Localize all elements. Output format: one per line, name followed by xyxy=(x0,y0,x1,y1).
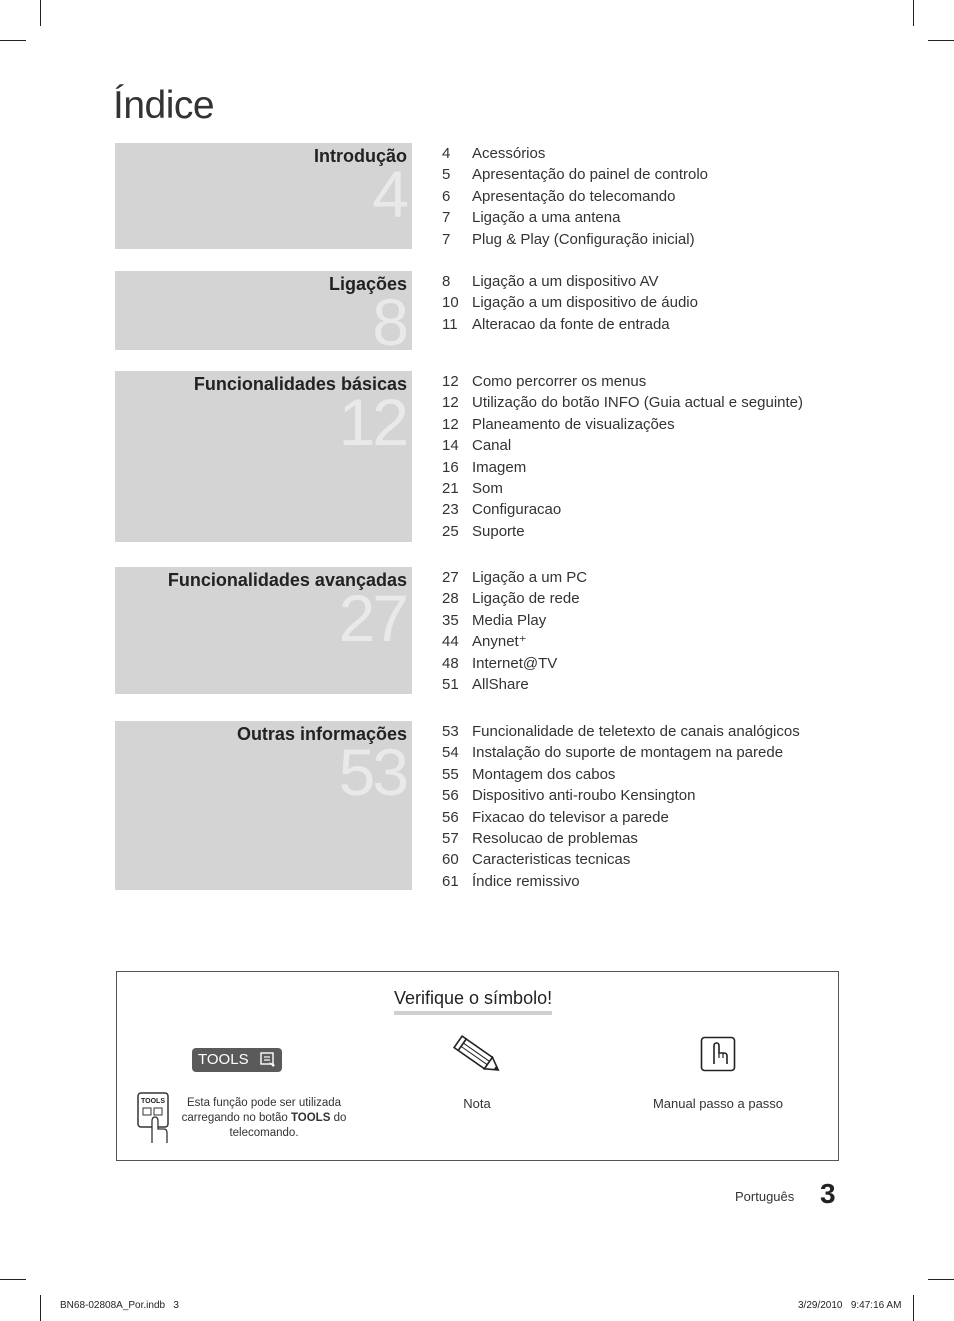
toc-page: 27 xyxy=(442,569,459,586)
page-title: Índice xyxy=(113,84,215,127)
section-number: 53 xyxy=(338,735,406,809)
toc-entry[interactable] xyxy=(442,588,587,609)
section-title: Introdução xyxy=(314,146,407,166)
toc-label: Anynet⁺ xyxy=(472,633,527,651)
tools-badge-label: TOOLS xyxy=(198,1051,249,1068)
toc-label: Imagem xyxy=(472,458,527,476)
hand-pointer-icon xyxy=(700,1036,736,1077)
toc-page: 7 xyxy=(442,209,451,227)
toc-label: Apresentação do painel de controlo xyxy=(472,166,709,184)
crop-mark xyxy=(928,40,954,41)
toc-list xyxy=(442,143,708,250)
section-number: 12 xyxy=(338,385,406,459)
symbol-legend-box xyxy=(116,971,839,1161)
manual-step-label: Manual passo a passo xyxy=(652,1096,784,1111)
toc-list xyxy=(442,271,698,335)
crop-mark xyxy=(0,40,26,41)
section-number: 8 xyxy=(372,285,406,350)
toc-label: Resolucao de problemas xyxy=(472,829,638,847)
toc-page: 23 xyxy=(442,501,459,519)
tools-desc-text-1: Esta função pode ser utilizada carregando no botão xyxy=(181,1097,342,1124)
toc-page: 4 xyxy=(442,145,451,162)
toc-page: 14 xyxy=(442,437,459,455)
toc-page: 60 xyxy=(442,851,459,869)
section-title: Outras informações xyxy=(236,724,407,744)
crop-mark xyxy=(0,1279,26,1280)
toc-label: Media Play xyxy=(472,611,547,629)
print-slug-date: 3/29/2010 9:47:16 AM xyxy=(798,1300,902,1311)
section-title: Funcionalidades avançadas xyxy=(167,570,407,590)
toc-entry[interactable] xyxy=(442,631,587,652)
toc-label: Ligação a um PC xyxy=(472,569,588,586)
toc-list xyxy=(442,567,587,695)
section-box xyxy=(115,567,412,694)
remote-button-icon xyxy=(136,1091,176,1152)
toc-entry[interactable] xyxy=(442,721,800,742)
toc-page: 21 xyxy=(442,479,459,497)
toc-page: 28 xyxy=(442,590,459,608)
toc-page: 56 xyxy=(442,808,459,826)
toc-label: Índice remissivo xyxy=(472,872,580,890)
toc-entry[interactable] xyxy=(442,499,803,520)
toc-entry[interactable] xyxy=(442,807,800,828)
toc-page: 61 xyxy=(442,872,459,890)
footer-language: Português xyxy=(735,1189,795,1204)
toc-label: Som xyxy=(472,479,503,497)
section-box xyxy=(115,143,412,249)
toc-label: Como percorrer os menus xyxy=(472,373,647,390)
toc-label: Canal xyxy=(472,437,512,455)
toc-entry[interactable] xyxy=(442,785,800,806)
toc-page: 55 xyxy=(442,765,459,783)
toc-entry[interactable] xyxy=(442,371,803,392)
toc-label: Configuracao xyxy=(472,501,562,519)
toc-label: Apresentação do telecomando xyxy=(472,187,676,205)
toc-entry[interactable] xyxy=(442,271,698,292)
toc-page: 56 xyxy=(442,787,459,805)
pencil-icon xyxy=(450,1034,506,1085)
section-number: 4 xyxy=(372,157,406,231)
toc-label: Funcionalidade de teletexto de canais analógicos xyxy=(472,723,800,740)
toc-entry[interactable] xyxy=(442,143,708,164)
toc-page: 53 xyxy=(442,723,459,740)
toc-entry[interactable] xyxy=(442,567,587,588)
section-title: Funcionalidades básicas xyxy=(193,374,407,394)
toc-entry[interactable] xyxy=(442,849,800,870)
toc-label: Acessórios xyxy=(472,145,546,162)
tools-badge xyxy=(192,1048,282,1072)
toc-page: 10 xyxy=(442,294,459,312)
crop-mark xyxy=(928,1279,954,1280)
toc-entry[interactable] xyxy=(442,164,708,185)
toc-entry[interactable] xyxy=(442,521,803,542)
toc-entry[interactable] xyxy=(442,414,803,435)
toc-entry[interactable] xyxy=(442,653,587,674)
toc-label: Internet@TV xyxy=(472,654,558,672)
section-box xyxy=(115,271,412,350)
toc-label: Utilização do botão INFO (Guia actual e seguinte) xyxy=(472,394,804,412)
toc-label: Suporte xyxy=(472,522,525,540)
toc-entry[interactable] xyxy=(442,674,587,695)
section-number: 27 xyxy=(338,581,406,655)
crop-mark xyxy=(913,0,914,26)
toc-entry[interactable] xyxy=(442,314,698,335)
toc-page: 7 xyxy=(442,230,451,248)
toc-label: Planeamento de visualizações xyxy=(472,415,675,433)
toc-label: Ligação de rede xyxy=(472,590,580,608)
crop-mark xyxy=(40,0,41,26)
toc-label: Dispositivo anti-roubo Kensington xyxy=(472,787,696,805)
toc-page: 12 xyxy=(442,373,459,390)
tools-description xyxy=(179,1096,349,1141)
toc-label: Instalação do suporte de montagem na parede xyxy=(472,744,784,762)
toc-entry[interactable] xyxy=(442,392,803,413)
toc-page: 57 xyxy=(442,829,459,847)
toc-page: 48 xyxy=(442,654,459,672)
toc-entry[interactable] xyxy=(442,229,708,250)
section-box xyxy=(115,371,412,542)
toc-list xyxy=(442,721,800,892)
section-box xyxy=(115,721,412,890)
remote-button-label: TOOLS xyxy=(141,1098,165,1105)
toc-entry[interactable] xyxy=(442,764,800,785)
toc-page: 6 xyxy=(442,187,451,205)
toc-label: AllShare xyxy=(472,675,529,693)
print-slug-file: BN68-02808A_Por.indb 3 xyxy=(60,1300,179,1311)
toc-list xyxy=(442,371,803,542)
toc-label: Plug & Play (Configuração inicial) xyxy=(472,230,695,248)
crop-mark xyxy=(40,1295,41,1321)
toc-entry[interactable] xyxy=(442,828,800,849)
note-label: Nota xyxy=(463,1096,491,1111)
toc-entry[interactable] xyxy=(442,292,698,313)
toc-page: 8 xyxy=(442,273,451,290)
toc-entry[interactable] xyxy=(442,610,587,631)
toc-label: Ligação a um dispositivo de áudio xyxy=(472,294,698,312)
toc-label: Fixacao do televisor a parede xyxy=(472,808,669,826)
toc-label: Ligação a um dispositivo AV xyxy=(472,273,659,290)
toc-page: 44 xyxy=(442,633,459,651)
toc-page: 11 xyxy=(442,315,458,333)
toc-page: 51 xyxy=(442,675,459,693)
toc-page: 5 xyxy=(442,166,451,184)
toc-entry[interactable] xyxy=(442,478,803,499)
tools-desc-text-2: do telecomando. xyxy=(229,1112,347,1139)
tools-desc-bold: TOOLS xyxy=(290,1112,331,1124)
toc-entry[interactable] xyxy=(442,742,800,763)
toc-page: 54 xyxy=(442,744,459,762)
toc-page: 16 xyxy=(442,458,459,476)
toc-label: Montagem dos cabos xyxy=(472,765,616,783)
toc-label: Caracteristicas tecnicas xyxy=(472,851,631,869)
section-title: Ligações xyxy=(328,274,407,294)
page-number: 3 xyxy=(820,1178,836,1209)
toc-entry[interactable] xyxy=(442,871,800,892)
tools-icon xyxy=(259,1051,277,1069)
toc-page: 35 xyxy=(442,611,459,629)
toc-page: 12 xyxy=(442,394,459,412)
crop-mark xyxy=(913,1295,914,1321)
toc-entry[interactable] xyxy=(442,435,803,456)
toc-entry[interactable] xyxy=(442,457,803,478)
toc-entry[interactable] xyxy=(442,207,708,228)
toc-page: 12 xyxy=(442,415,459,433)
toc-entry[interactable] xyxy=(442,186,708,207)
toc-label: Ligação a uma antena xyxy=(472,209,621,227)
symbol-heading: Verifique o símbolo! xyxy=(394,988,552,1015)
toc-page: 25 xyxy=(442,522,459,540)
toc-label: Alteracao da fonte de entrada xyxy=(472,315,670,333)
